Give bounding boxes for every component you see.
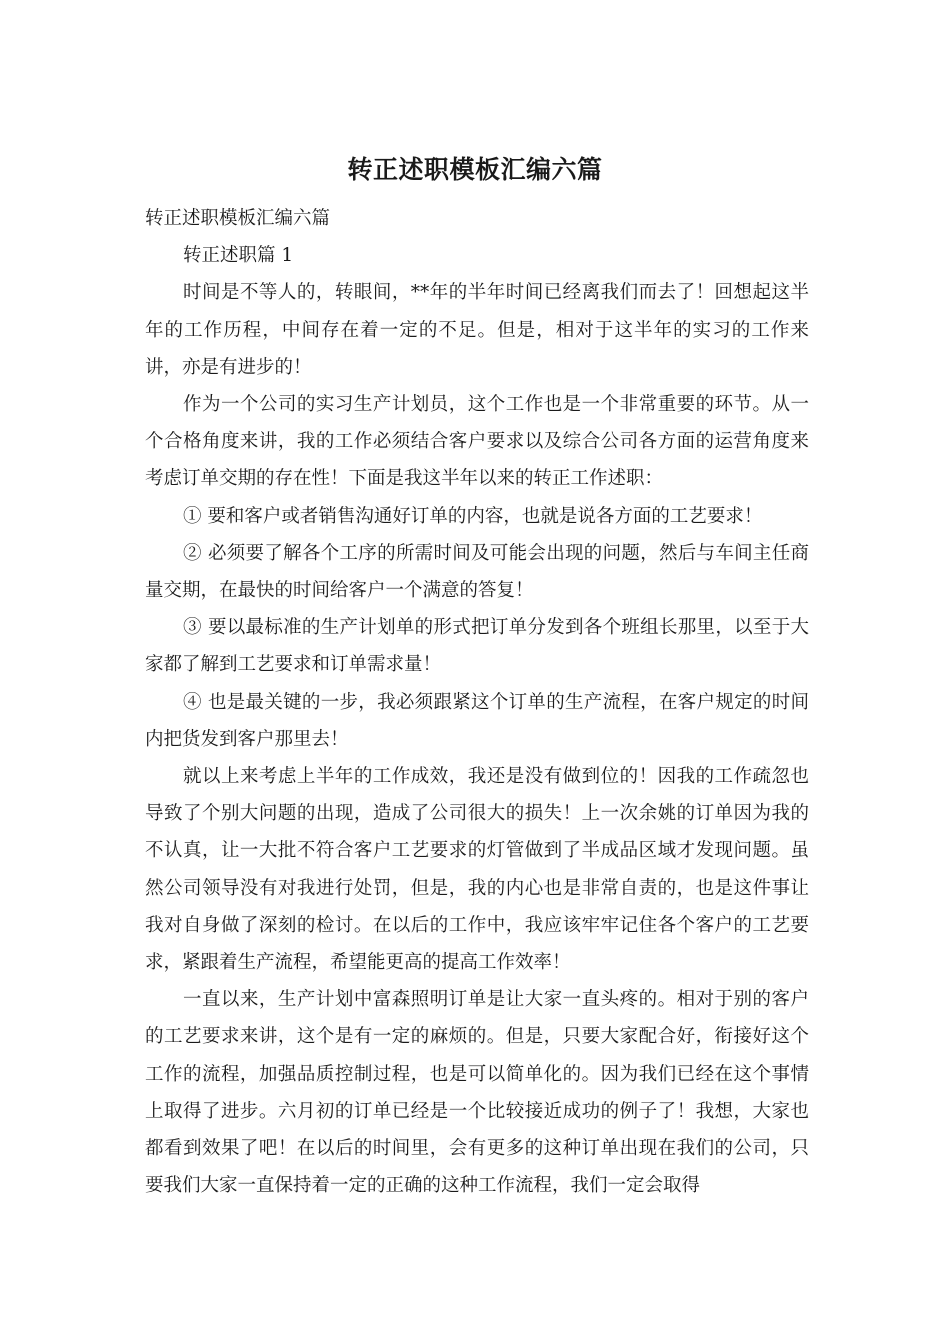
list-item-1: ① 要和客户或者销售沟通好订单的内容，也就是说各方面的工艺要求！ [183, 505, 763, 527]
paragraph: 就以上来考虑上半年的工作成效，我还是没有做到位的！因我的工作疏忽也导致了个别大问题的出现，造成了公司很大的损失！上一次余姚的订单因为我的不认真，让一大批不符合客户工艺要求的灯管做到了半成品区域才发现问题。虽然公司领导没有对我进行处罚，但是，我的内心也是非常自责的，也是这件事让我对自身做了深刻的检讨。在以后的工作中，我应该牢牢记住各个客户的工艺要求，紧跟着生产流程，希望能更高的提高工作效率！ [145, 766, 809, 974]
paragraph: 一直以来，生产计划中富森照明订单是让大家一直头疼的。相对于别的客户的工艺要求来讲，这个是有一定的麻烦的。但是，只要大家配合好，衔接好这个工作的流程，加强品质控制过程，也是可以简单化的。因为我们已经在这个事情上取得了进步。六月初的订单已经是一个比较接近成功的例子了！我想，大家也都看到效果了吧！在以后的时间里，会有更多的这种订单出现在我们的公司，只要我们大家一直保持着一定的正确的这种工作流程，我们一定会取得 [145, 989, 809, 1197]
list-item-2: ② 必须要了解各个工序的所需时间及可能会出现的问题，然后与车间主任商量交期，在最快的时间给客户一个满意的答复！ [145, 542, 809, 602]
document-title: 转正述职模板汇编六篇 [347, 155, 603, 184]
section-heading: 转正述职篇 1 [183, 245, 294, 267]
paragraph: 作为一个公司的实习生产计划员，这个工作也是一个非常重要的环节。从一个合格角度来讲，我的工作必须结合客户要求以及综合公司各方面的运营角度来考虑订单交期的存在性！下面是我这半年以来的转正工作述职： [145, 394, 809, 490]
list-item-4: ④ 也是最关键的一步，我必须跟紧这个订单的生产流程，在客户规定的时间内把货发到客户那里去！ [145, 691, 809, 750]
paragraph: 时间是不等人的，转眼间，**年的半年时间已经离我们而去了！回想起这半年的工作历程，中间存在着一定的不足。但是，相对于这半年的实习的工作来讲，亦是有进步的！ [145, 282, 809, 378]
list-item-3: ③ 要以最标准的生产计划单的形式把订单分发到各个班组长那里，以至于大家都了解到工艺要求和订单需求量！ [145, 617, 809, 676]
document-subtitle: 转正述职模板汇编六篇 [145, 208, 331, 229]
document-body [145, 200, 809, 1204]
